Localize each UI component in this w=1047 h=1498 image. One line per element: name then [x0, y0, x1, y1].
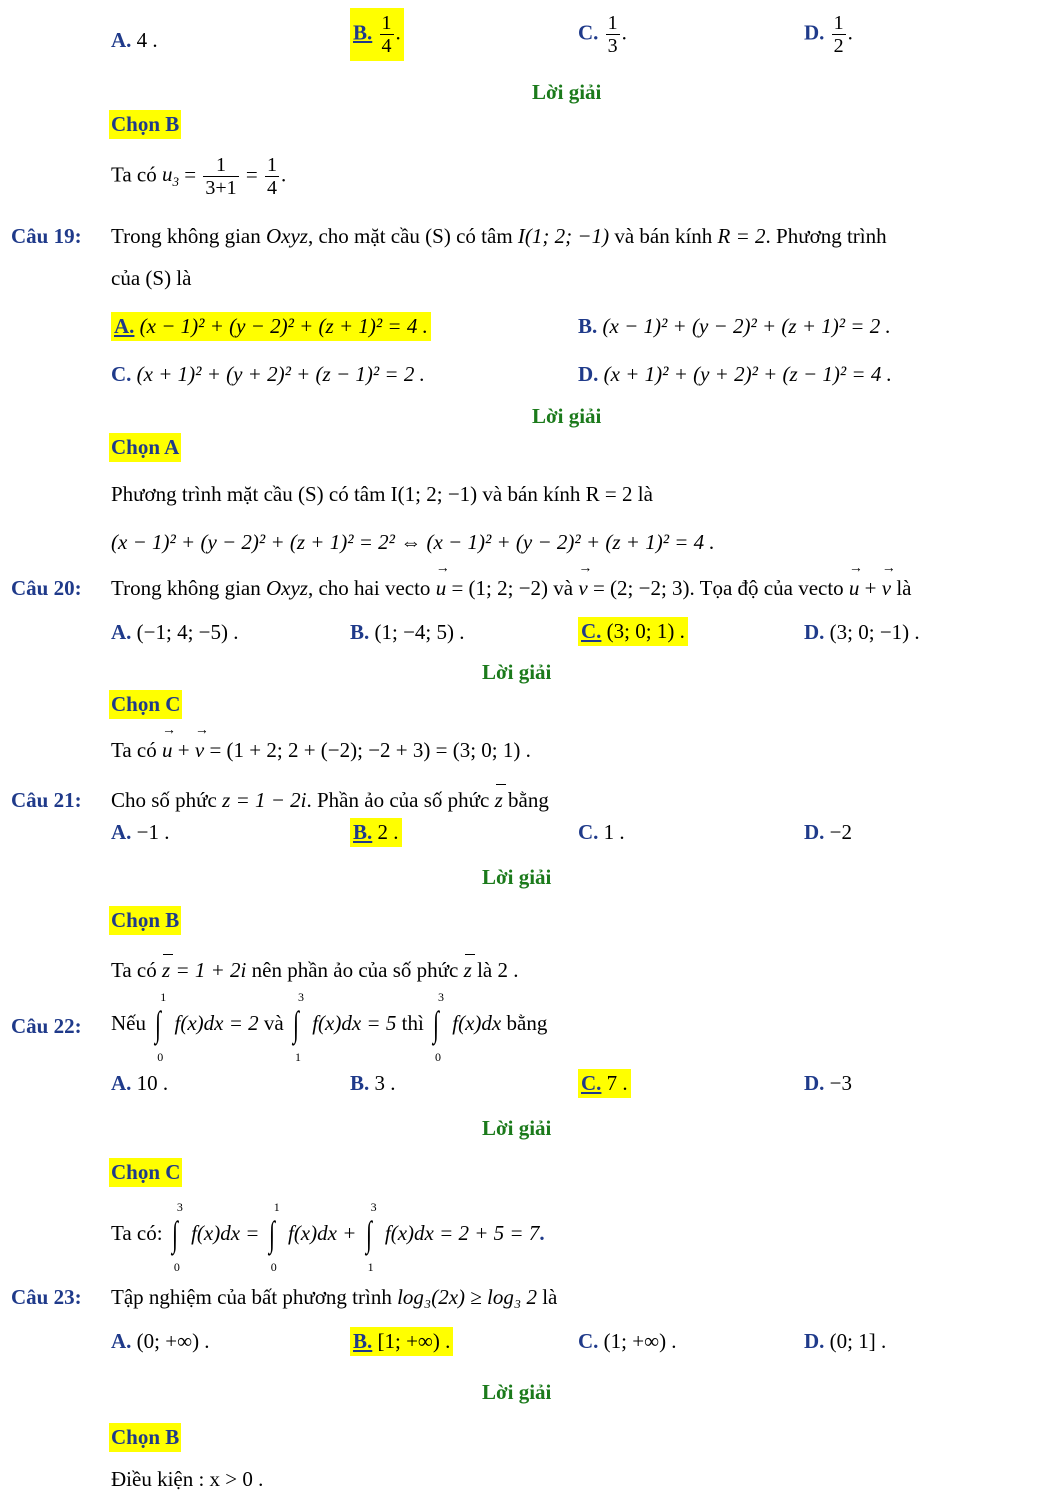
q23-solution-title: Lời giải	[482, 1380, 552, 1404]
q20-solution-title: Lời giải	[482, 660, 552, 684]
integral-sign: 3 ∫ 0	[433, 990, 445, 1064]
q22-question: Nếu 1 ∫ 0 f(x)dx = 2 và 3 ∫ 1 f(x)dx = 5 thì 3 ∫ 0 f(x)dx bằng	[111, 990, 548, 1064]
integral-sign: 1 ∫ 0	[268, 1200, 280, 1274]
q22-option-b: B. 3 .	[350, 1071, 396, 1095]
q23-answer: Chọn B	[109, 1423, 181, 1452]
q19-answer: Chọn A	[109, 433, 181, 462]
q18-option-b-fraction: $\frac{1}{4}$	[381, 12, 392, 57]
q18-answer: Chọn B	[109, 110, 181, 139]
q18-solution-title: Lời giải	[532, 80, 602, 104]
q23-option-d: D. (0; 1] .	[804, 1329, 887, 1353]
q23-condition: Điều kiện : x > 0 .	[111, 1467, 264, 1491]
q21-answer: Chọn B	[109, 906, 181, 935]
q21-option-b: B. 2 .	[350, 818, 402, 847]
q20-option-d: D. (3; 0; −1) .	[804, 620, 920, 644]
q18-explanation: Ta có $u_3$ = $\frac{1}{3+1}$ = $\frac{1}{4}$ .	[111, 154, 287, 199]
integral-sign: 3 ∫ 0	[171, 1200, 183, 1274]
q19-option-b: B. (x − 1)² + (y − 2)² + (z + 1)² = 2 .	[578, 314, 891, 338]
q21-option-a: A. −1 .	[111, 820, 170, 844]
q19-explanation-line2: (x − 1)² + (y − 2)² + (z + 1)² = 2² ⇔ (x − 1)² + (y − 2)² + (z + 1)² = 4 .	[111, 530, 715, 554]
q21-option-c: C. 1 .	[578, 820, 625, 844]
q23-question: Tập nghiệm của bất phương trình log₃(2x) ≥ log₃ 2 là	[111, 1285, 558, 1309]
q21-explanation: Ta có z = 1 + 2i nên phần ảo của số phức z là 2 .	[111, 958, 519, 982]
q18-option-d-fraction: $\frac{1}{2}$	[833, 12, 844, 57]
q20-number: Câu 20:	[11, 576, 82, 600]
q22-option-c: C. 7 .	[578, 1069, 631, 1098]
q18-option-c-fraction: $\frac{1}{3}$	[607, 12, 618, 57]
q19-question-line2: của (S) là	[111, 266, 192, 290]
q18-option-c: C. $\frac{1}{3}$ .	[578, 12, 627, 57]
q18-option-d: D. $\frac{1}{2}$ .	[804, 12, 853, 57]
q23-option-b: B. [1; +∞) .	[350, 1327, 453, 1356]
q19-explanation-line1: Phương trình mặt cầu (S) có tâm I(1; 2; −1) và bán kính R = 2 là	[111, 482, 653, 506]
q20-option-b: B. (1; −4; 5) .	[350, 620, 465, 644]
q22-number: Câu 22:	[11, 1014, 82, 1038]
q23-number: Câu 23:	[11, 1285, 82, 1309]
q19-option-d: D. (x + 1)² + (y + 2)² + (z − 1)² = 4 .	[578, 362, 892, 386]
q20-question: Trong không gian Oxyz, cho hai vecto → u = (1; 2; −2) và → v = (2; −2; 3). Tọa độ của vecto → u + → v là	[111, 576, 912, 601]
integral-sign: 3 ∫ 1	[365, 1200, 377, 1274]
q20-explanation: Ta có → u + → v = (1 + 2; 2 + (−2); −2 + 3) = (3; 0; 1) .	[111, 738, 531, 763]
q21-option-d: D. −2	[804, 820, 853, 844]
q21-number: Câu 21:	[11, 788, 82, 812]
q22-answer: Chọn C	[109, 1158, 182, 1187]
q22-solution-title: Lời giải	[482, 1116, 552, 1140]
q22-option-d: D. −3	[804, 1071, 853, 1095]
integral-sign: 1 ∫ 0	[155, 990, 167, 1064]
q22-explanation: Ta có: 3 ∫ 0 f(x)dx = 1 ∫ 0 f(x)dx + 3 ∫ 1 f(x)dx = 2 + 5 = 7.	[111, 1200, 545, 1274]
q18-option-b: B. $\frac{1}{4}$ .	[350, 8, 404, 61]
q19-number: Câu 19:	[11, 224, 82, 248]
q21-question: Cho số phức z = 1 − 2i. Phần ảo của số phức z bằng	[111, 788, 549, 812]
q23-option-c: C. (1; +∞) .	[578, 1329, 677, 1353]
q19-option-c: C. (x + 1)² + (y + 2)² + (z − 1)² = 2 .	[111, 362, 425, 386]
q22-option-a: A. 10 .	[111, 1071, 169, 1095]
q21-solution-title: Lời giải	[482, 865, 552, 889]
q19-solution-title: Lời giải	[532, 404, 602, 428]
q23-option-a: A. (0; +∞) .	[111, 1329, 210, 1353]
integral-sign: 3 ∫ 1	[292, 990, 304, 1064]
q19-option-a: A. (x − 1)² + (y − 2)² + (z + 1)² = 4 .	[111, 312, 431, 341]
q20-answer: Chọn C	[109, 690, 182, 719]
q20-option-a: A. (−1; 4; −5) .	[111, 620, 239, 644]
q18-option-a: A. 4 .	[111, 28, 158, 52]
q20-option-c: C. (3; 0; 1) .	[578, 617, 688, 646]
q19-question-line1: Trong không gian Oxyz, cho mặt cầu (S) có tâm I(1; 2; −1) và bán kính R = 2. Phương trình	[111, 224, 887, 248]
